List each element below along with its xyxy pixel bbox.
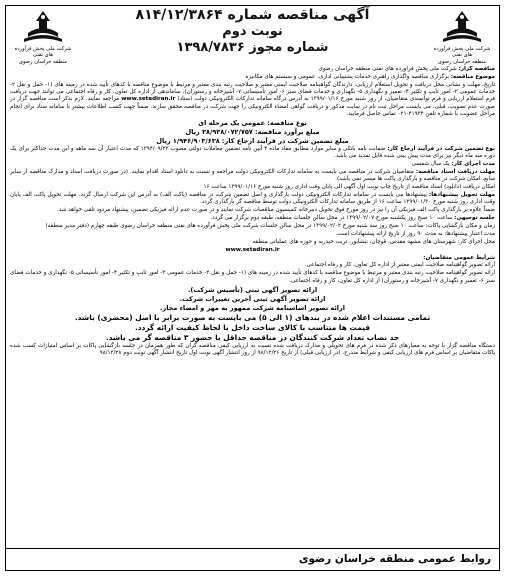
conditions-heading: شرایط عمومی متقاضیان:: [423, 254, 495, 261]
subject-paragraph: [10, 74, 495, 81]
tenderer-paragraph: [10, 66, 495, 73]
duration-paragraph: [10, 161, 495, 168]
physical-delivery-paragraph: ضمناً علاوه بر بارگذاری پاکت الف فیزیکی آن را نیز در روز مورخ فوق تحویل دبیرخانه کمیسیون مناقصات شرکت نمایند و در صورت عدم ارائه فیزیکی تضمین، پیشنهاد مردود تلقی خواهد شد.: [57, 207, 495, 214]
briefing-label: جلسه توجیهی:: [454, 215, 495, 222]
deadline-text: تاریخ، مهلت و نشانی محل دریافت و تحویل استعلام ارزیابی: دارندگان گواهینامه صلاحیت ایمنی معتبر و صلاحیت رتبه بندی معتبر و مرتبط با موضوع مناقصه با کدهای تأیید شده در زمینه های (۱- حمل و نقل ۲- خدمات عمومی ۳- امور تایپ و تکثیر ۴- تعمیر و نگهداری ۵- نگهداری و خدمات فضای سبز ۶- امور تأسیساتی ۷- آشپزخانه و رستوران)، ساماندهی از اداره کل تعاون، کار و رفاه اجتماعی می توانند جهت دریافت فرم استعلام ارزیابی و فرم توانمندی متقاضیان، از روز شنبه مورخ ۱۳۹۹/۰۱/۱۶ به آدرس درگاه سامانه تدارکات الکترونیکی دولت (ستاد): [10, 81, 495, 103]
company-logo-right: [429, 9, 495, 65]
company-logo-left: [10, 9, 76, 65]
duration-label: مدت اجرای کار:: [451, 161, 495, 168]
notice-footer: روابط عمومی منطقه خراسان رضوی: [6, 548, 499, 570]
documents-text: متقاضیان شرکت در مناقصه می بایست به سامانه تدارکات الکترونیکی دولت مراجعه و نسبت به دانلود اسناد اقدام نمایند. (در صورت دریافت اسناد و مدارک مناقصه از سایر منابع، امکان شرکت در مناقصه و بارگذاری پاکت ها میسر نمی باشد).: [10, 168, 495, 183]
location-paragraph: محل اجرای کار: شهرستان های مشهد مقدس، قوچان، نیشابور، تربت حیدریه و حوزه های عملیاتی منطقه: [252, 238, 495, 245]
notice-header: [6, 6, 499, 64]
deadline-text-continued: مراجعه نمایند. لازم بذکر است مناقصه گزار در صورت عدم تصویب، قبلی، می بایست مراحل ثبت نام در سایت مذکور و دریافت گواهی امضاء الکترونیکی را جهت شرکت در مناقصه محقق سازند. ضمناً جهت کسب اطلاعات بیشتر با سامانه ستاد برای انجام مراحل عضویت با شماره تلفن ۴۱۹۳۴-۰۲۱ تماس حاصل فرمایید.: [10, 96, 495, 117]
documents-paragraph: [10, 169, 495, 184]
briefing-paragraph: [10, 215, 495, 222]
duration-text: یک سال شمسی: [411, 161, 452, 168]
final-paragraph: دستگاه مناقصه گزار با توجه به معیارهای ذکر شده در فرم های تحویلی و مدارک دریافت شده نسبت به ارزیابی کیفی مناقصه گران که طور همزمان در جلسه بازگشایی پاکات بر اساس امتیازات کسب شده پاکات متقاضیان بر اساس فرم های ارزیابی کیفی و شرایط مندرج، (در ارزیابی قبلی) از تاریخ ۹۸/۱۲/۲۶ از روز انتشار آگهی نوبت اول تاریخ انتشار آگهی نوبت دوم ۹۸/۱۲/۲۸: [10, 342, 495, 357]
condition-1: ارائه تصویر گواهینامه صلاحیت ایمنی معتبر از اداره کل تعاون، کار و رفاه اجتماعی.: [304, 262, 495, 269]
submission-paragraph: [10, 192, 495, 207]
deadline-paragraph: [10, 82, 495, 118]
tender-notice: [5, 5, 500, 571]
tender-estimate: مبلغ برآورد مناقصه: ۳۸/۹۳۸/۰۷۲/۷۵۷ ریال: [185, 127, 320, 136]
condition-5: ارائه تصویر اساسنامه شرکت ممهور به مهر و امضاء مجاز.: [159, 303, 345, 312]
logo-caption-line1: شرکت ملی پخش فرآورده های نفتی: [14, 46, 72, 58]
guarantee-paragraph: [10, 146, 495, 161]
license-number: شماره مجوز ۱۳۹۸/۷۸۳۶: [176, 40, 329, 55]
setad-link[interactable]: www.setadiran.ir: [121, 96, 176, 103]
condition-3: ارائه تصویر آگهی ثبتی (تأسیس شرکت).: [187, 285, 318, 294]
condition-4: ارائه تصویر آگهی ثبتی آخرین تغییرات شرکت.: [179, 294, 326, 303]
condition-8: حد نصاب تعداد شرکت کنندگان در مناقصه حداقل با حضور ۳ مناقصه گر می باشد.: [105, 332, 400, 342]
notice-titles: [82, 7, 423, 56]
condition-2: ارائه تصویر گواهینامه صلاحیت رتبه بندی معتبر و مرتبط با موضوع مناقصه با کدهای تأیید شده در زمینه های (۱- حمل و نقل ۲- خدمات عمومی ۳- امور تایپ و تکثیر ۴- امور تأسیساتی ۵- نگهداری و خدمات فضای سبز ۶- تعمیر و نگهداری ۷- آشپزخانه و رستوران) از اداره کل تعاون، کار و رفاه اجتماعی.: [10, 270, 495, 284]
oil-company-emblem-icon: [439, 9, 485, 45]
site-link[interactable]: www.setadiran.ir: [225, 246, 280, 253]
tenderer-label: مناقصه گزار:: [458, 66, 495, 72]
tender-number: آگهی مناقصه شماره ۸۱۴/۱۲/۳۸۶۴: [135, 7, 370, 23]
guarantee-amount: مبلغ تضمین شرکت در فرآیند ارجاع کار: ۱/۹۴۶/۹۰۳/۶۳۸ ریال: [156, 136, 349, 145]
oil-company-emblem-icon: [20, 9, 66, 45]
condition-7: قیمت ها متناسب با کالای ساخت داخل با لحاظ کیفیت ارائه گردد.: [134, 322, 371, 332]
tender-type: نوع مناقصه: عمومی یک مرحله ای: [198, 118, 307, 127]
guarantee-label: نوع تضمین شرکت در فرآیند ارجاع کار:: [387, 145, 495, 152]
validity-paragraph: مدت اعتبار پیشنهادها: به مدت ۹۰ روز از تاریخ ارائه پیشنهادات است.: [335, 230, 495, 237]
notice-round: نوبت دوم: [222, 24, 283, 39]
guarantee-text: ضمانت نامه بانکی و سایر موارد مطابق مفاد ماده ۴ آیین نامه تضمین معاملات دولتی مصوب ۱۳۹۴/۰۹/۲۲ که مدت اعتبار آن سه ماهه و این مدت حداکثر برای یک دوره سه ماه دیگر نیز برای مدت پیش بینی شده قابل تمدید می باشد.: [10, 145, 495, 160]
subject-label: موضوع مناقصه:: [450, 73, 495, 80]
submission-label: مهلت تحویل پیشنهادها:: [429, 192, 495, 199]
condition-6: تمامی مستندات اعلام شده در بندهای (۱ الی ۵) می بایست به صورت برابر با اصل (محضری) باشد.: [74, 312, 431, 322]
download-paragraph: امکان دریافت (دانلود) اسناد مناقصه از تاریخ چاپ نوبت اول آگهی الی پایان وقت اداری روز شنبه مورخ ۱۳۹۹/۰۱/۱۶ ساعت ۱۶: [203, 184, 495, 191]
notice-body: [10, 66, 495, 548]
submission-text: پیشنهادها می بایست در سامانه تدارکات الکترونیکی دولت بارگذاری و اصل تضمین شرکت در مناقصه (پاکت الف) به آدرس این شرکت ارسال گردد. مهلت تحویل پاکت الف پایان وقت اداری روز شنبه مورخ ۱۳۹۹/۰۱/۳۰ ساعت ۱۶ از طریق سامانه تدارکات الکترونیکی دولت توسط مناقصه گر بارگذاری گردد.: [10, 192, 495, 206]
briefing-text: ساعت ۱۰ صبح روز یکشنبه مورخ ۱۳۹۹/۰۲/۰۷ در محل سالن جلسات منطقه، طبقه دوم برگزار می گردد.: [210, 215, 455, 222]
subject-text: برگزاری مناقصه واگذاری راهبری خدمات پشتیبانی اداری، عمومی و سیستم های مکانیزه: [245, 73, 451, 80]
documents-label: مهلت دریافت اسناد مناقصه:: [415, 168, 495, 175]
logo-caption-line2: منطقه خراسان رضوی: [18, 59, 68, 65]
opening-paragraph: زمان و مکان بازگشایی پاکات: ساعت ۱۰ صبح روز سه شنبه مورخ ۱۳۹۹/۰۲/۰۲ در محل سالن جلسات شرکت ملی پخش فرآورده های نفتی منطقه خراسان رضوی طبقه چهارم (دفتر مدیر منطقه): [45, 222, 495, 229]
logo-caption-line1: شرکت ملی پخش فرآورده های نفتی: [433, 46, 491, 58]
tenderer-text: شرکت ملی پخش فرآورده های نفتی منطقه خراسان رضوی: [318, 66, 459, 72]
logo-caption-line2: منطقه خراسان رضوی: [437, 59, 487, 65]
